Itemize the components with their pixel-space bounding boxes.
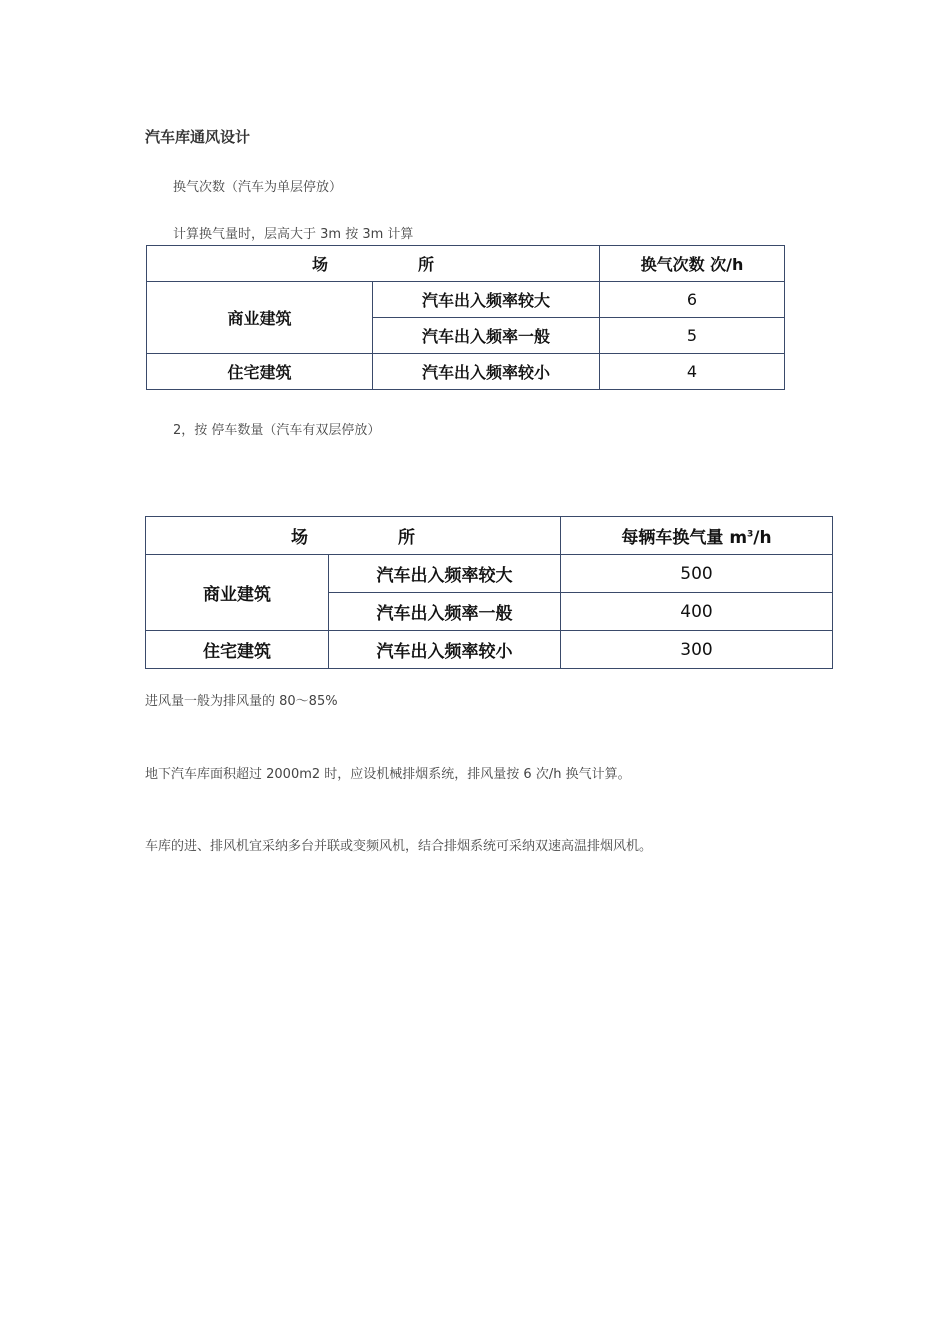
air-volume-per-vehicle-table [145,516,833,669]
table-row [147,282,785,318]
value-cell: 6 [600,282,785,318]
value-cell: 500 [561,555,833,593]
paragraph-parking-count: 2，按 停车数量（汽车有双层停放） [173,423,381,438]
value-cell: 400 [561,593,833,631]
condition-cell: 汽车出入频率较小 [373,354,600,390]
table-header-row [147,246,785,282]
table-row [146,555,833,593]
document-title: 汽车库通风设计 [145,128,251,146]
paragraph-intake-ratio: 进风量一般为排风量的 80～85% [145,694,338,709]
category-cell: 商业建筑 [147,282,373,354]
header-air-change-rate: 换气次数 次/h [600,246,785,282]
header-place: 场 所 [146,517,561,555]
paragraph-air-change-rate: 换气次数（汽车为单层停放） [173,180,343,195]
category-cell: 商业建筑 [146,555,329,631]
table-row [146,631,833,669]
condition-cell: 汽车出入频率一般 [329,593,561,631]
table-header-row [146,517,833,555]
value-cell: 4 [600,354,785,390]
category-cell: 住宅建筑 [146,631,329,669]
value-cell: 5 [600,318,785,354]
paragraph-height-note: 计算换气量时，层高大于 3m 按 3m 计算 [173,227,414,242]
condition-cell: 汽车出入频率较大 [373,282,600,318]
condition-cell: 汽车出入频率较小 [329,631,561,669]
condition-cell: 汽车出入频率较大 [329,555,561,593]
category-cell: 住宅建筑 [147,354,373,390]
header-air-volume: 每辆车换气量 $m^3/h$ [561,517,833,555]
header-place: 场 所 [147,246,600,282]
paragraph-fan-selection: 车库的进、排风机宜采纳多台并联或变频风机，结合排烟系统可采纳双速高温排烟风机。 [145,839,653,854]
condition-cell: 汽车出入频率一般 [373,318,600,354]
value-cell: 300 [561,631,833,669]
paragraph-smoke-exhaust: 地下汽车库面积超过 2000m2 时，应设机械排烟系统，排风量按 6 次/h 换气计算。 [145,767,631,782]
air-change-rate-table [146,245,785,390]
table-row [147,354,785,390]
